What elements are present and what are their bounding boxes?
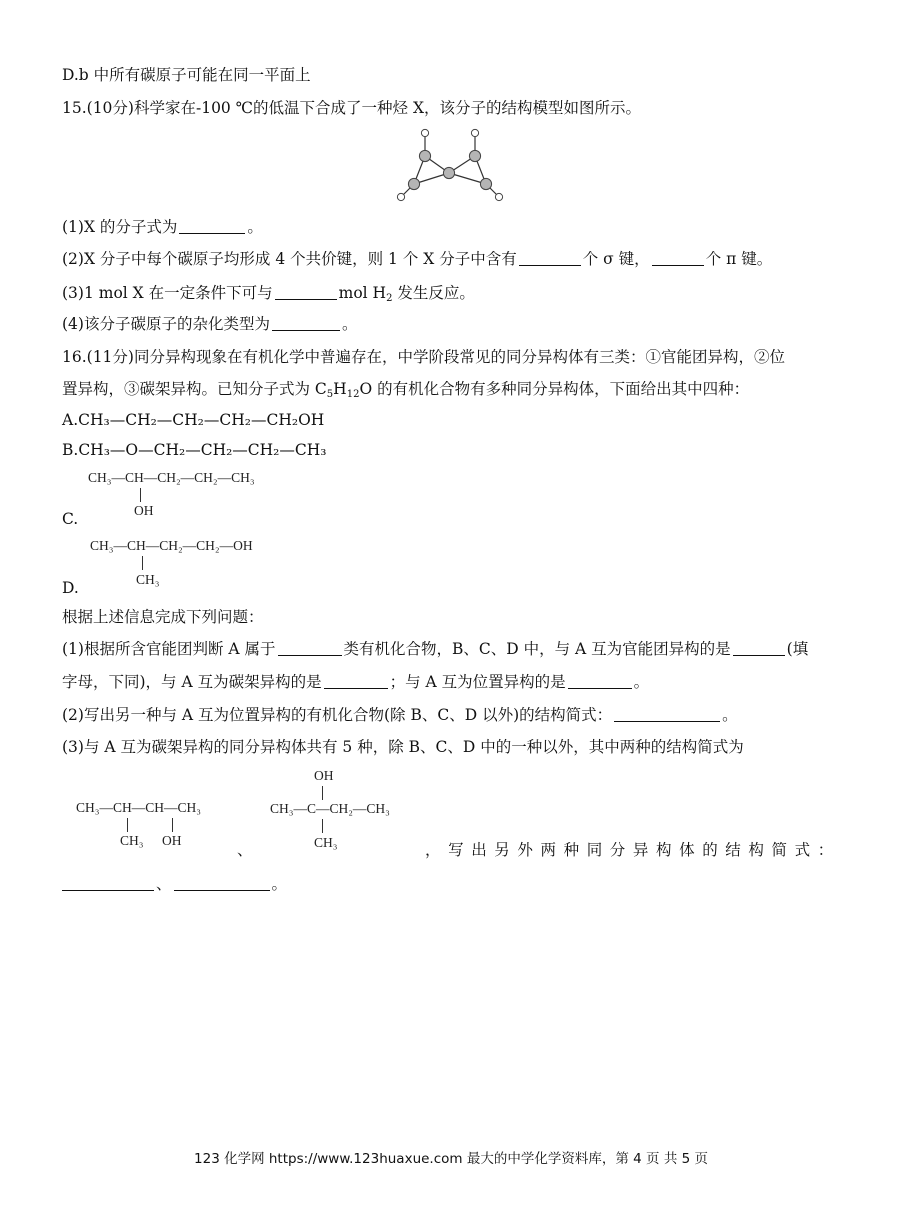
answer-blank[interactable] [324, 672, 388, 689]
formula-main-chain: CH₃—CH—CH₂—CH₂—CH₃ [88, 470, 255, 485]
q16-option-d-structure [90, 538, 310, 598]
q16-p1-text: 。 [633, 673, 650, 691]
answer-blank[interactable] [652, 249, 704, 266]
formula-main-chain: CH₃—C—CH₂—CH₃ [270, 801, 390, 816]
formula-main-chain: CH₃—CH—CH—CH₃ [76, 800, 201, 815]
formula-substituent: OH [162, 833, 182, 848]
q16-stem-line2 [62, 378, 749, 400]
answer-blank[interactable] [179, 217, 245, 234]
answer-blank[interactable] [62, 874, 154, 891]
q16-p2-end: 。 [722, 706, 738, 724]
q16-option-a: A.CH₃—CH₂—CH₂—CH₂—CH₂OH [62, 411, 325, 429]
q16-p1-text: 类有机化合物，B、C、D 中，与 A 互为官能团异构的是 [343, 640, 731, 658]
subscript: 5 [326, 389, 334, 400]
formula-main-chain: CH₃—CH—CH₂—CH₂—OH [90, 538, 253, 553]
q16-intro: 根据上述信息完成下列问题： [62, 608, 264, 626]
q16-structure-1 [76, 800, 246, 855]
q16-option-c-structure [88, 470, 308, 530]
q16-option-d-label: D. [62, 579, 79, 597]
q16-p1-text: 字母，下同)，与 A 互为碳架异构的是 [62, 673, 322, 691]
q15-p1-end: 。 [247, 218, 263, 236]
q16-part2 [62, 704, 738, 726]
q16-stem-text: H [333, 380, 347, 398]
q16-option-b: B.CH₃—O—CH₂—CH₂—CH₂—CH₃ [62, 441, 327, 459]
q15-p3-text: (3)1 mol X 在一定条件下可与 [62, 284, 273, 302]
q15-part2 [62, 248, 772, 270]
q16-p2-text: (2)写出另一种与 A 互为位置异构的有机化合物(除 B、C、D 以外)的结构简式： [62, 706, 613, 724]
q14-option-d: D.b 中所有碳原子可能在同一平面上 [62, 66, 311, 84]
q16-part1-line1 [62, 638, 808, 660]
q16-p1-text: (填 [786, 640, 809, 658]
q16-part3-line1: (3)与 A 互为碳架异构的同分异构体共有 5 种，除 B、C、D 中的一种以外，其中两种的结构简式为 [62, 738, 744, 756]
q15-stem: 15.(10分)科学家在-100 ℃的低温下合成了一种烃 X，该分子的结构模型如图所示。 [62, 99, 642, 117]
q15-p1-text: (1)X 的分子式为 [62, 218, 178, 236]
q16-p3-end: 。 [271, 875, 288, 893]
separator: 、 [237, 841, 253, 859]
q16-structure-2 [270, 768, 430, 858]
answer-blank[interactable] [614, 705, 720, 722]
q15-p3-unit: mol H [338, 284, 387, 302]
q16-stem-line1: 16.(11分)同分异构现象在有机化学中普遍存在，中学阶段常见的同分异构体有三类：①官能团异构，②位 [62, 348, 785, 366]
q15-p4-text: (4)该分子碳原子的杂化类型为 [62, 315, 270, 333]
answer-blank[interactable] [733, 639, 785, 656]
q16-part1-line2 [62, 671, 649, 693]
molecule-structure-model [390, 124, 512, 206]
q15-p4-end: 。 [341, 315, 358, 333]
q15-p2-text: (2)X 分子中每个碳原子均形成 4 个共价键，则 1 个 X 分子中含有 [62, 250, 517, 268]
q16-stem-text: O 的有机化合物有多种同分异构体，下面给出其中四种： [359, 380, 750, 398]
formula-substituent: CH₃ [120, 833, 144, 848]
answer-blank[interactable] [568, 672, 632, 689]
q15-part4 [62, 313, 357, 335]
q16-p3-sep: 、 [156, 875, 172, 893]
page-footer: 123 化学网 https://www.123huaxue.com 最大的中学化学资料库，第 4 页 共 5 页 [194, 1151, 708, 1167]
q16-stem-text: 置异构，③碳架异构。已知分子式为 C [62, 380, 327, 398]
q15-p2-mid: 个 σ 键， [582, 250, 650, 268]
q16-option-c-label: C. [62, 510, 79, 528]
q16-p1-text: (1)根据所含官能团判断 A 属于 [62, 640, 276, 658]
subscript: 12 [346, 389, 360, 400]
formula-substituent: OH [314, 768, 334, 783]
q15-p3-end: 发生反应。 [392, 284, 475, 302]
q15-part3 [62, 282, 475, 304]
q16-part3-tail: ，写出另外两种同分异构体的结构简式： [425, 841, 841, 859]
formula-substituent: CH₃ [136, 572, 160, 587]
answer-blank[interactable] [519, 249, 581, 266]
q16-part3-line3 [62, 873, 287, 895]
answer-blank[interactable] [272, 314, 340, 331]
q15-part1 [62, 216, 263, 238]
formula-substituent: OH [134, 503, 154, 518]
formula-substituent: CH₃ [314, 835, 338, 850]
q15-p2-end: 个 π 键。 [705, 250, 773, 268]
answer-blank[interactable] [275, 283, 337, 300]
answer-blank[interactable] [174, 874, 270, 891]
answer-blank[interactable] [278, 639, 342, 656]
subscript: 2 [386, 293, 393, 304]
q16-p1-text: ；与 A 互为位置异构的是 [389, 673, 566, 691]
